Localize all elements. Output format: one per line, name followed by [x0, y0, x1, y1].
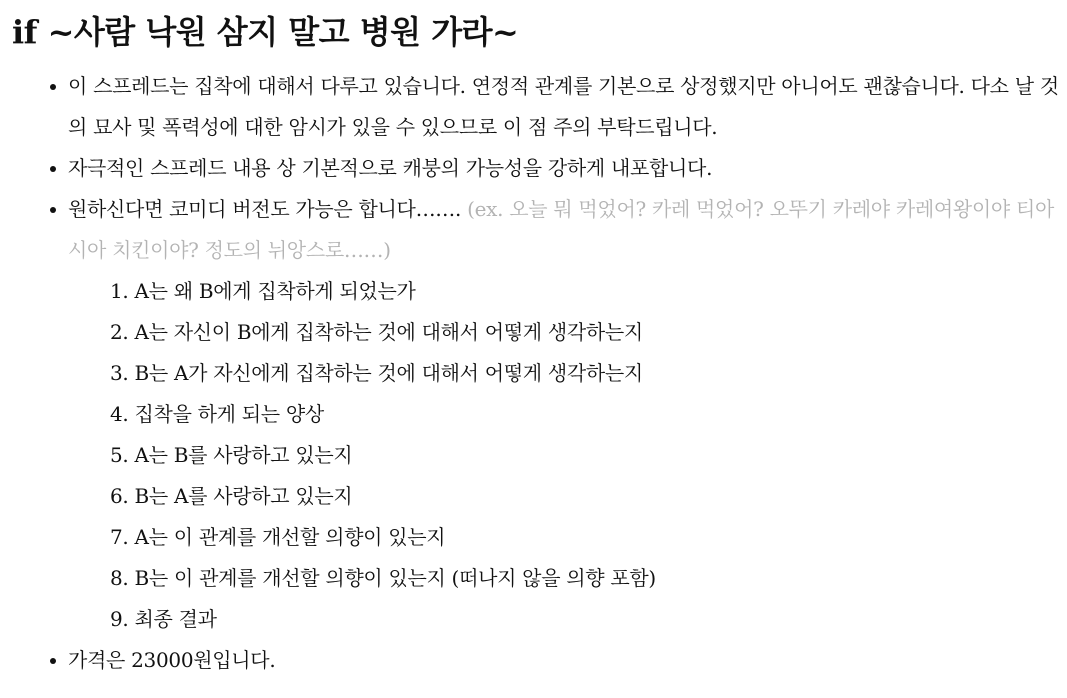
bullet-item-ooc-notice — [12, 148, 1067, 189]
bullet-dot-icon — [50, 207, 56, 213]
bullet-item-comedy-version — [12, 189, 1067, 640]
list-item: 5. A는 B를 사랑하고 있는지 — [110, 443, 353, 467]
bullet-dot-icon — [50, 166, 56, 172]
bullet-text: 자극적인 스프레드 내용 상 기본적으로 캐붕의 가능성을 강하게 내포합니다. — [68, 156, 713, 180]
bullet-dot-icon — [50, 658, 56, 664]
list-item: 9. 최종 결과 — [110, 607, 217, 631]
list-item: 8. B는 이 관계를 개선할 의향이 있는지 (떠나지 않을 의향 포함) — [110, 566, 656, 590]
list-item: 4. 집착을 하게 되는 양상 — [110, 402, 324, 426]
list-item: 7. A는 이 관계를 개선할 의향이 있는지 — [110, 525, 446, 549]
list-item: 3. B는 A가 자신에게 집착하는 것에 대해서 어떻게 생각하는지 — [110, 361, 643, 385]
list-item: 2. A는 자신이 B에게 집착하는 것에 대해서 어떻게 생각하는지 — [110, 320, 643, 344]
bullet-example-note: (ex. 오늘 뭐 먹었어? 카레 먹었어? 오뚜기 카레야 카레여왕이야 티아시아 치킨이야? 정도의 뉘앙스로……) — [68, 197, 1055, 262]
bullet-list — [12, 66, 1067, 681]
bullet-text: 원하신다면 코미디 버전도 가능은 합니다……. — [68, 197, 468, 221]
list-item: 1. A는 왜 B에게 집착하게 되었는가 — [110, 279, 416, 303]
bullet-text: 이 스프레드는 집착에 대해서 다루고 있습니다. 연정적 관계를 기본으로 상정했지만 아니어도 괜찮습니다. 다소 날 것의 묘사 및 폭력성에 대한 암시가 있을 수 있으므로 이 점 주의 부탁드립니다. — [68, 74, 1059, 139]
bullet-item-price — [12, 640, 1067, 681]
bullet-dot-icon — [50, 84, 56, 90]
spread-questions-list — [68, 271, 1067, 640]
list-item: 6. B는 A를 사랑하고 있는지 — [110, 484, 353, 508]
bullet-text: 가격은 23000원입니다. — [68, 648, 276, 672]
bullet-item-content-warning — [12, 66, 1067, 148]
page-title: if ~사람 낙원 삼지 말고 병원 가라~ — [12, 13, 519, 51]
